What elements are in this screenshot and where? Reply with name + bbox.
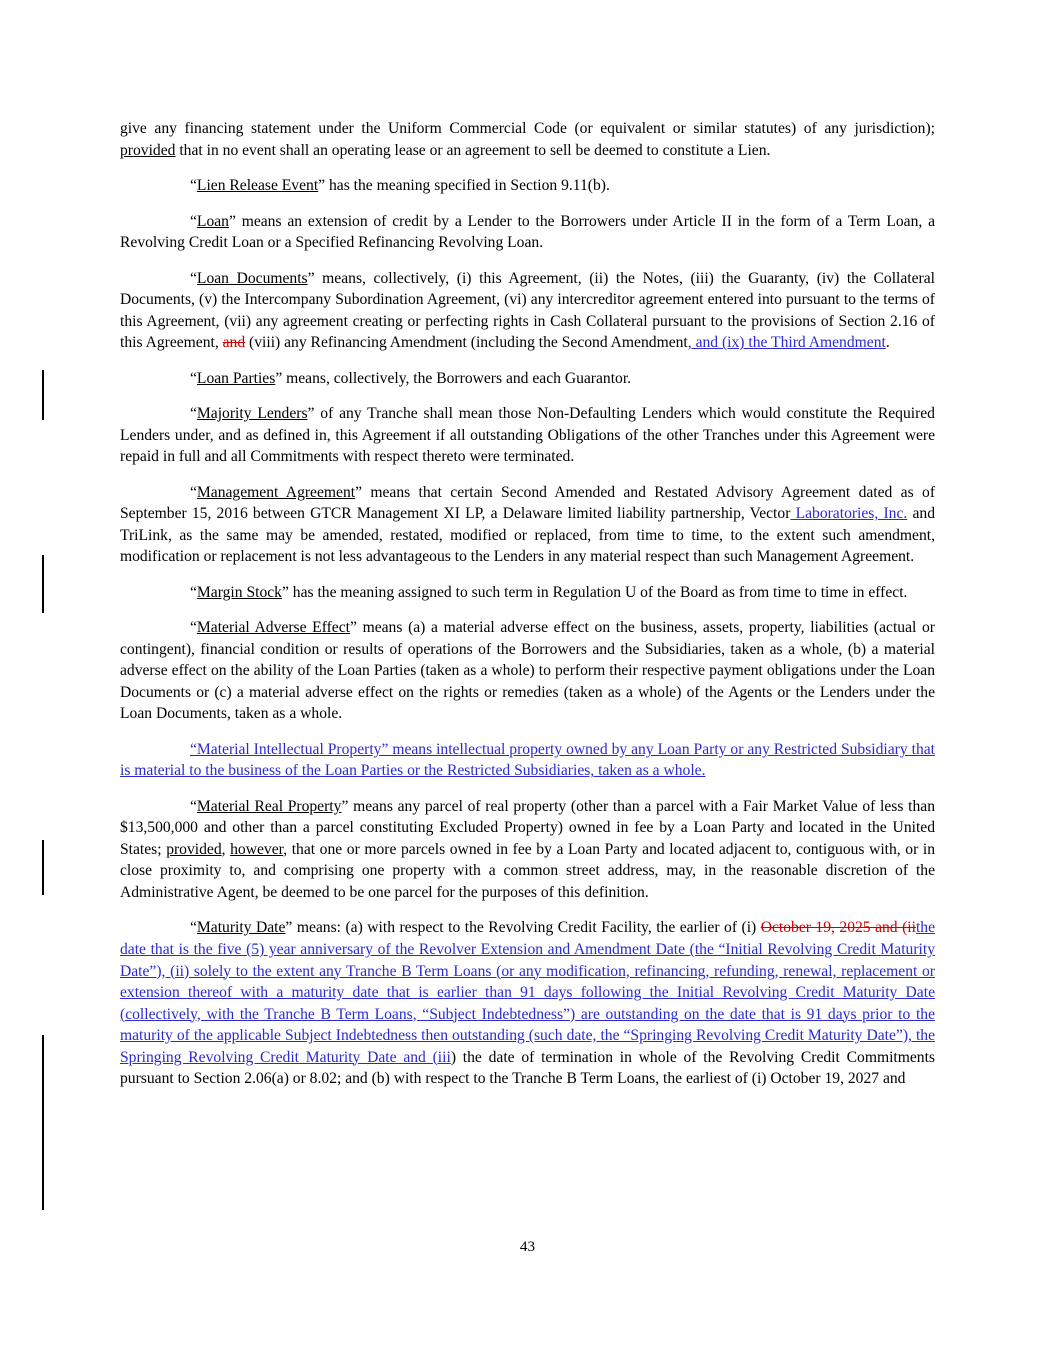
text-run: that in no event shall an operating lease or an agreement to sell be deemed to constitute a Lien. — [175, 141, 771, 159]
text-run: “ — [190, 483, 197, 501]
defined-term: Loan — [196, 212, 229, 230]
change-bar — [42, 370, 44, 420]
p-margin-stock — [120, 582, 935, 604]
text-run: ” means any parcel of real property (other than a parcel with a Fair Market Value of less than $13,500,000 and other than a parcel constituting Excluded Property) owned in fee by a Loan Party and located in the United States; — [120, 797, 935, 858]
defined-term: Lien Release Event — [196, 177, 319, 195]
page-number: 43 — [519, 1238, 536, 1255]
text-run: (viii) any Refinancing Amendment (including the Second Amendment — [245, 334, 688, 352]
p-maturity-date — [120, 917, 935, 1089]
text-run: “ — [190, 797, 197, 815]
text-run: “ — [190, 369, 197, 387]
text-run: “ — [190, 583, 197, 601]
text-run: ” means that certain Second Amended and Restated Advisory Agreement dated as of September 15, 2016 between GTCR Management XI LP, a Delaware limited liability partnership, Vector — [120, 483, 936, 523]
defined-term: provided — [166, 840, 222, 858]
deletion-markup: October 19, 2025 and (ii — [760, 919, 916, 937]
text-run: ” means, collectively, the Borrowers and each Guarantor. — [275, 369, 632, 387]
text-run: ” means an extension of credit by a Lender to the Borrowers under Article II in the form of a Term Loan, a Revolving Credit Loan or a Specified Refinancing Revolving Loan. — [120, 212, 935, 252]
p-management-agreement — [120, 482, 935, 568]
text-run: “ — [190, 212, 197, 230]
defined-term: Management Agreement — [196, 483, 356, 501]
text-run: “ — [190, 919, 197, 937]
p-loan — [120, 211, 935, 254]
text-run: . — [885, 334, 890, 352]
insertion-markup: Laboratories, Inc. — [790, 505, 908, 523]
text-run: “ — [190, 405, 197, 423]
p-loan-parties — [120, 368, 935, 390]
p-majority-lenders — [120, 403, 935, 468]
defined-term: Material Adverse Effect — [196, 619, 350, 637]
defined-term: Margin Stock — [196, 583, 282, 601]
p-lien-continued — [120, 118, 935, 161]
text-run: “ — [190, 177, 197, 195]
defined-term: Loan Parties — [196, 369, 276, 387]
text-run: ” of any Tranche shall mean those Non-Defaulting Lenders which would constitute the Required Lenders under, and as defined in, this Agreement if all outstanding Obligations of the other Tranches under this Agreement were repaid in full and all Commitments with respect thereto were terminated. — [120, 405, 935, 466]
text-run: and TriLink, as the same may be amended, restated, modified or replaced, from time to time, to the extent such amendment, modification or replacement is not less advantageous to the Lenders in any material respect than such Management Agreement. — [120, 505, 935, 566]
change-bar — [42, 840, 44, 895]
text-run: , that one or more parcels owned in fee by a Loan Party and located adjacent to, contiguous with, or in close proximity to, and comprising one property with a common street address, may, in the reasonable discretion of the Administrative Agent, be deemed to be one parcel for the purposes of this definition. — [120, 840, 936, 901]
change-bar — [42, 555, 44, 613]
text-run: “ — [190, 619, 197, 637]
text-run: ” has the meaning specified in Section 9.11(b). — [318, 177, 610, 195]
defined-term: Material Real Property — [196, 797, 342, 815]
deletion-markup: and — [222, 334, 246, 352]
defined-term: Majority Lenders — [196, 405, 308, 423]
text-run: ” means, collectively, (i) this Agreement, (ii) the Notes, (iii) the Guaranty, (iv) the Collateral Documents, (v) the Intercompany Subordination Agreement, (vi) any intercreditor agreement entered into pursuant to the terms of this Agreement, (vii) any agreement creating or perfecting rights in Cash Collateral pursuant to the provisions of Section 2.16 of this Agreement, — [120, 269, 936, 352]
p-material-real-property — [120, 796, 935, 904]
insertion-markup: the date that is the five (5) year anniversary of the Revolver Extension and Amendment Date (the “Initial Revolving Credit Maturity Date”), (ii) solely to the extent any Tranche B Term Loans (or any modification, refinancing, refunding, renewal, replacement or extension thereof with a maturity date that is earlier than 91 days following the Initial Revolving Credit Maturity Date (collectively, with the Tranche B Term Loans, “Subject Indebtedness”) are outstanding on the date that is 91 days prior to the maturity of the applicable Subject Indebtedness then outstanding (such date, the “Springing Revolving Credit Maturity Date”), the Springing Revolving Credit Maturity Date and (iii — [120, 919, 935, 1066]
p-material-adverse-effect — [120, 617, 935, 725]
p-material-intellectual-property — [120, 739, 935, 782]
text-run: , — [221, 840, 231, 858]
text-run: “ — [190, 269, 197, 287]
text-run: ” has the meaning assigned to such term in Regulation U of the Board as from time to time in effect. — [281, 583, 908, 601]
change-bar — [42, 1035, 44, 1210]
defined-term: Maturity Date — [196, 919, 286, 937]
text-run: ” means: (a) with respect to the Revolving Credit Facility, the earlier of (i) — [285, 919, 761, 937]
document-body — [120, 118, 935, 1104]
p-lien-release-event — [120, 175, 935, 197]
defined-term: Loan Documents — [196, 269, 308, 287]
text-run: ” means (a) a material adverse effect on the business, assets, property, liabilities (actual or contingent), financial condition or results of operations of the Borrowers and the Subsidiaries, taken as a whole, (b) a material adverse effect on the ability of the Loan Parties (taken as a whole) to perform their respective payment obligations under the Loan Documents or (c) a material adverse effect on the rights or remedies (taken as a whole) of the Agents or the Lenders under the Loan Documents, taken as a whole. — [120, 619, 935, 723]
p-loan-documents — [120, 268, 935, 354]
insertion-markup: “Material Intellectual Property” means intellectual property owned by any Loan Party or any Restricted Subsidiary that is material to the business of the Loan Parties or the Restricted Subsidiaries, taken as a whole. — [120, 740, 935, 780]
defined-term: however — [230, 840, 284, 858]
text-run: ) the date of termination in whole of the Revolving Credit Commitments pursuant to Section 2.06(a) or 8.02; and (b) with respect to the Tranche B Term Loans, the earliest of (i) October 19, 2027 and — [120, 1048, 935, 1088]
defined-term: provided — [120, 141, 176, 159]
text-run: give any financing statement under the Uniform Commercial Code (or equivalent or similar statutes) of any jurisdiction); — [120, 120, 935, 137]
insertion-markup: , and (ix) the Third Amendment — [687, 334, 886, 352]
